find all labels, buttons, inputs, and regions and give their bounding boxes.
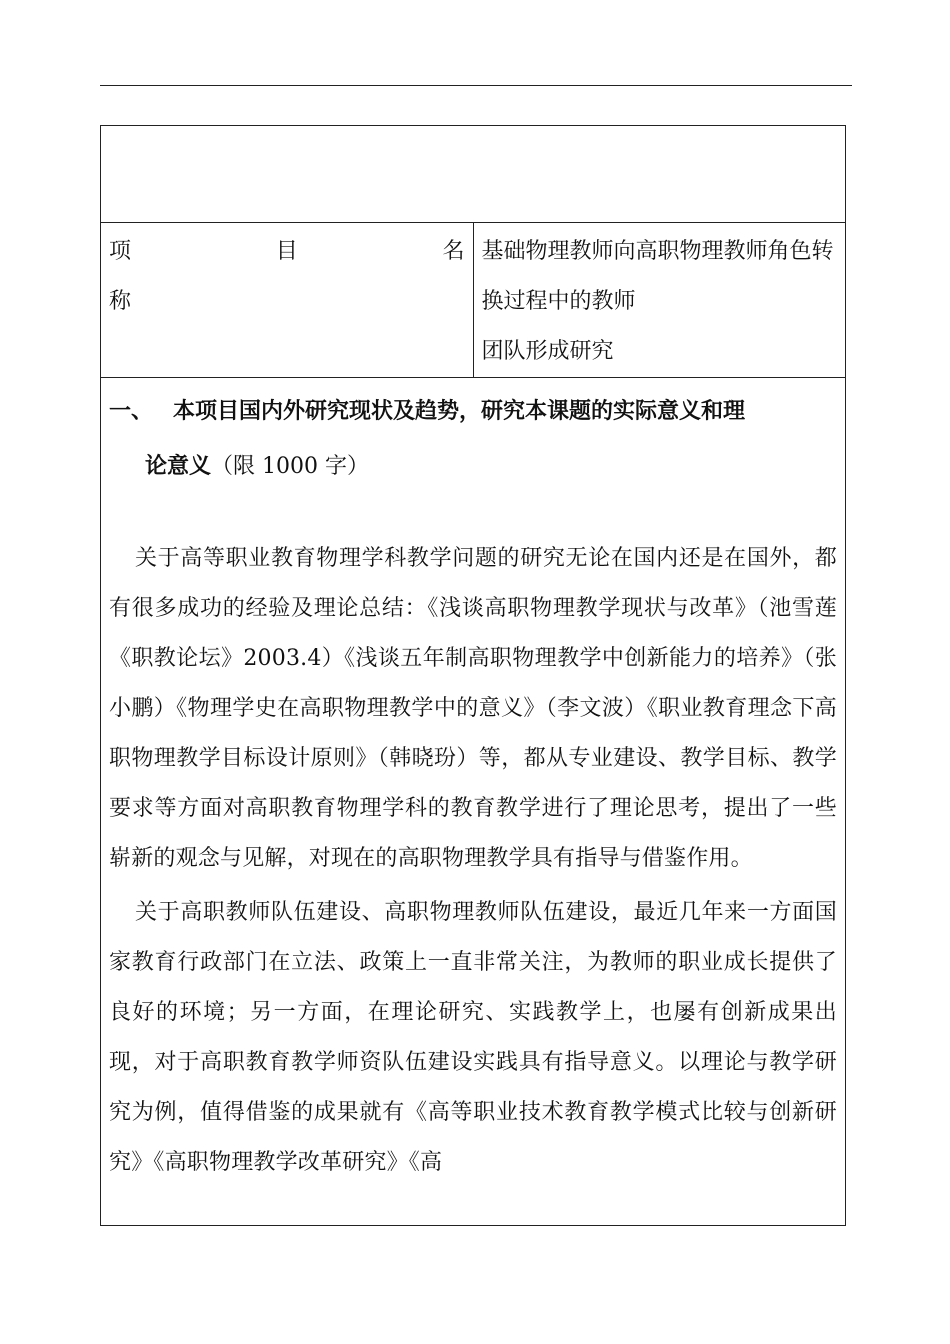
paragraph: 关于高等职业教育物理学科教学问题的研究无论在国内还是在国外，都有很多成功的经验及理论总结：《浅谈高职物理教学现状与改革》（池雪莲《职教论坛》2003.4）《浅谈五年制高职物理教学中创新能力的培养》（张小鹏）《物理学史在高职物理教学中的意义》（李文波）《职业教育理念下高职物理教学目标设计原则》（韩晓玢）等，都从专业建设、教学目标、教学要求等方面对高职教育物理学科的教育教学进行了理论思考，提出了一些崭新的观念与见解，对现在的高职物理教学具有指导与借鉴作用。 [109,546,837,871]
section-heading [109,384,837,494]
word-limit-note: （限 1000 字） [211,454,369,479]
blank-row [101,126,846,223]
research-status-row [101,378,846,1226]
section-heading-text-2: 论意义 [145,453,212,479]
research-status-cell [101,378,846,1226]
blank-cell [101,126,846,223]
project-name-row [101,223,846,378]
section-heading-line2 [109,439,837,494]
project-title-line1: 基础物理教师向高职物理教师角色转换过程中的教师 [481,239,834,314]
project-name-label [101,223,474,378]
section-heading-line1 [109,384,837,439]
project-name-label-line2: 称 [109,289,134,314]
spacer [109,494,837,534]
project-title [473,223,846,378]
project-title-line2: 团队形成研究 [481,339,614,364]
paragraph: 关于高职教师队伍建设、高职物理教师队伍建设，最近几年来一方面国家教育行政部门在立法、政策上一直非常关注，为教师的职业成长提供了良好的环境；另一方面，在理论研究、实践教学上，也屡有创新成果出现，对于高职教育教学师资队伍建设实践具有指导意义。以理论与教学研究为例，值得借鉴的成果就有《高等职业技术教育教学模式比较与创新研究》《高职物理教学改革研究》《高 [109,900,837,1175]
project-name-label-line1: 项 目 名 [109,239,467,264]
section-number: 一、 [109,398,154,424]
application-form-table [100,125,846,1226]
header-rule [100,85,852,86]
section-heading-text-1: 本项目国内外研究现状及趋势，研究本课题的实际意义和理 [173,398,746,424]
